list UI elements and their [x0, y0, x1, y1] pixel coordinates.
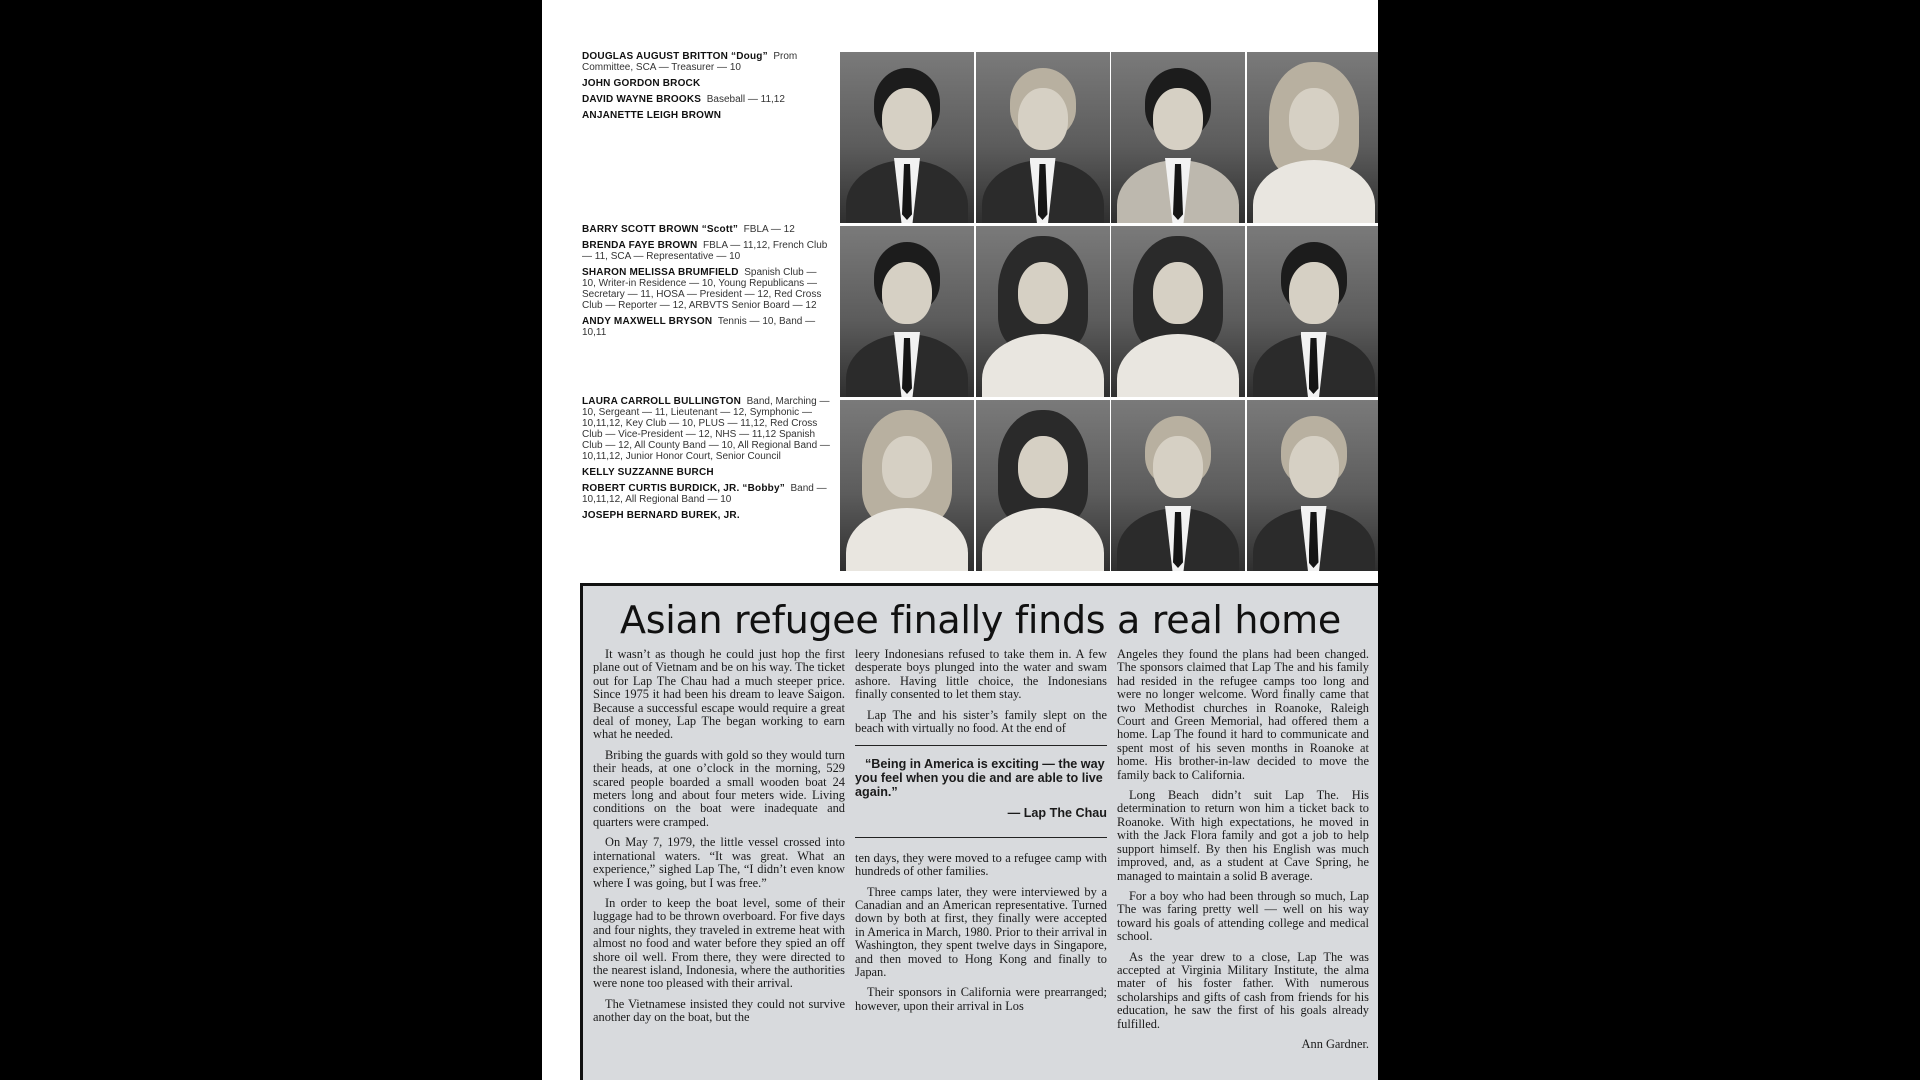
student-name: DOUGLAS AUGUST BRITTON “Doug”	[582, 51, 768, 62]
article-paragraph: In order to keep the boat level, some of their luggage had to be thrown overboard. For five days and four nights, they traveled in extreme heat with almost no food and water before they spied an off shore oil well. From there, they were directed to the nearest island, Indonesia, where the authorities were none too pleased with their arrival.	[593, 895, 845, 991]
portrait-photo	[1111, 226, 1245, 397]
student-entry	[582, 94, 830, 105]
article-paragraph: Bribing the guards with gold so they would turn their heads, at one o’clock in the morning, 529 scared people boarded a small wooden boat 24 meters long and about four meters wide. Living conditions on the boat were inadequate and quarters were cramped.	[593, 747, 845, 829]
student-activities: Band — 10,11,12, All Regional Band — 10	[582, 483, 827, 505]
student-entry	[582, 316, 830, 338]
portrait-photo	[1247, 52, 1379, 223]
refugee-article	[580, 583, 1378, 1080]
student-activities: FBLA — 12	[743, 224, 795, 235]
portrait-photo	[1247, 226, 1379, 397]
student-name: KELLY SUZZANNE BURCH	[582, 467, 714, 478]
student-name: BRENDA FAYE BROWN	[582, 240, 698, 251]
portrait-photo	[976, 226, 1110, 397]
student-entry	[582, 78, 830, 89]
student-activities: Prom Committee, SCA — Treasurer — 10	[582, 51, 798, 73]
article-paragraph: As the year drew to a close, Lap The was accepted at Virginia Military Institute, the alma mater of his foster father. With numerous scholarships and gifts of cash from friends for his education, he saw the first of his goals already fulfilled.	[1117, 949, 1369, 1031]
article-column-3	[1117, 648, 1369, 1051]
article-column-1	[593, 648, 845, 1032]
portrait-photo	[840, 226, 974, 397]
pull-quote-attribution: — Lap The Chau	[1007, 806, 1107, 821]
student-entry	[582, 267, 830, 311]
pull-quote-text: “Being in America is exciting — the way you feel when you die and are able to live again.”	[855, 757, 1105, 799]
student-entry	[582, 467, 830, 478]
student-name: DAVID WAYNE BROOKS	[582, 94, 702, 105]
student-entry	[582, 483, 830, 505]
names-block-row2	[582, 224, 830, 343]
portrait-grid	[840, 52, 1378, 572]
portrait-photo	[1111, 52, 1245, 223]
portrait-photo	[840, 400, 974, 571]
yearbook-page	[542, 0, 1378, 1080]
article-paragraph: The Vietnamese insisted they could not survive another day on the boat, but the	[593, 996, 845, 1025]
article-paragraph: On May 7, 1979, the little vessel crossed into international waters. “It was great. What an experience,” sighed Lap The, “I didn’t even know where I was going, but I was free.”	[593, 835, 845, 890]
student-activities: FBLA — 11,12, French Club — 11, SCA — Representative — 10	[582, 240, 828, 262]
student-name: ANDY MAXWELL BRYSON	[582, 316, 713, 327]
article-paragraph: ten days, they were moved to a refugee camp with hundreds of other families.	[855, 850, 1107, 879]
portrait-photo	[1111, 400, 1245, 571]
student-name: LAURA CARROLL BULLINGTON	[582, 396, 742, 407]
article-paragraph: For a boy who had been through so much, Lap The was faring pretty well — well on his way toward his goals of attending college and medical school.	[1117, 888, 1369, 944]
article-paragraph: Three camps later, they were interviewed by a Canadian and an American representative. Turned down by both at first, they finally were accepted in America in March, 1980. Prior to their arrival in Washington, they spent twelve days in Singapore, and then moved to Hong Kong and finally to Japan.	[855, 884, 1107, 980]
student-activities: Band, Marching — 10, Sergeant — 11, Lieutenant — 12, Symphonic — 10,11,12, Key Club — 10, PLUS — 11,12, Red Cross Club — Vice-President — 12, NHS — 11,12 Spanish Club — 12, All County Band — 10, All Regional Band — 10,11,12, Junior Honor Court, Senior Council	[582, 396, 830, 462]
student-entry	[582, 51, 830, 73]
names-block-row1	[582, 51, 830, 126]
portrait-photo	[840, 52, 974, 223]
student-name: JOSEPH BERNARD BUREK, JR.	[582, 510, 740, 521]
article-paragraph: It wasn’t as though he could just hop the first plane out of Vietnam and be on his way. The ticket out for Lap The Chau had a much steeper price. Since 1975 it had been his dream to leave Saigon. Because a successful escape would require a great deal of money, Lap The began working to earn what he needed.	[593, 647, 845, 742]
portrait-photo	[976, 52, 1110, 223]
student-entry	[582, 224, 830, 235]
student-name: ROBERT CURTIS BURDICK, JR. “Bobby”	[582, 483, 785, 494]
article-column-2	[855, 648, 1107, 1020]
student-name: JOHN GORDON BROCK	[582, 78, 701, 89]
portrait-photo	[976, 400, 1110, 571]
student-entry	[582, 510, 830, 521]
student-activities: Spanish Club — 10, Writer-in Residence — 10, Young Republicans — Secretary — 11, HOSA — President — 12, Red Cross Club — Reporter — 12, ARBVTS Senior Board — 12	[582, 267, 822, 311]
student-activities: Tennis — 10, Band — 10,11	[582, 316, 816, 338]
article-paragraph: Angeles they found the plans had been changed. The sponsors claimed that Lap The and his family had resided in the refugee camps too long and were no longer welcome. Word finally came that two Methodist churches in Roanoke, Raleigh Court and Green Memorial, had offered them a home. Lap The found it hard to communicate and spent most of his seven months in Roanoke at home. His brother-in-law decided to move the family back to California.	[1117, 647, 1369, 782]
article-paragraph: Their sponsors in California were prearranged; however, upon their arrival in Los	[855, 985, 1107, 1013]
student-name: SHARON MELISSA BRUMFIELD	[582, 267, 739, 278]
student-name: ANJANETTE LEIGH BROWN	[582, 110, 722, 121]
article-headline: Asian refugee finally finds a real home	[620, 598, 1341, 642]
portrait-photo	[1247, 400, 1379, 571]
article-paragraph: Long Beach didn’t suit Lap The. His determination to return won him a ticket back to Roanoke. With high expectations, he moved in with the Jack Flora family and got a job to help support himself. By then his English was much improved, and, as a student at Cave Spring, he managed to maintain a solid B average.	[1117, 788, 1369, 883]
article-byline: Ann Gardner.	[1301, 1036, 1369, 1051]
pull-quote	[855, 745, 1107, 837]
student-entry	[582, 110, 830, 121]
names-block-row3	[582, 396, 830, 526]
student-entry	[582, 396, 830, 462]
student-entry	[582, 240, 830, 262]
article-paragraph: Lap The and his sister’s family slept on the beach with virtually no food. At the end of	[855, 707, 1107, 736]
student-activities: Baseball — 11,12	[706, 94, 785, 105]
article-paragraph: leery Indonesians refused to take them in. A few desperate boys plunged into the water and swam ashore. Having little choice, the Indonesians finally consented to let them stay.	[855, 647, 1107, 702]
student-name: BARRY SCOTT BROWN “Scott”	[582, 224, 739, 235]
